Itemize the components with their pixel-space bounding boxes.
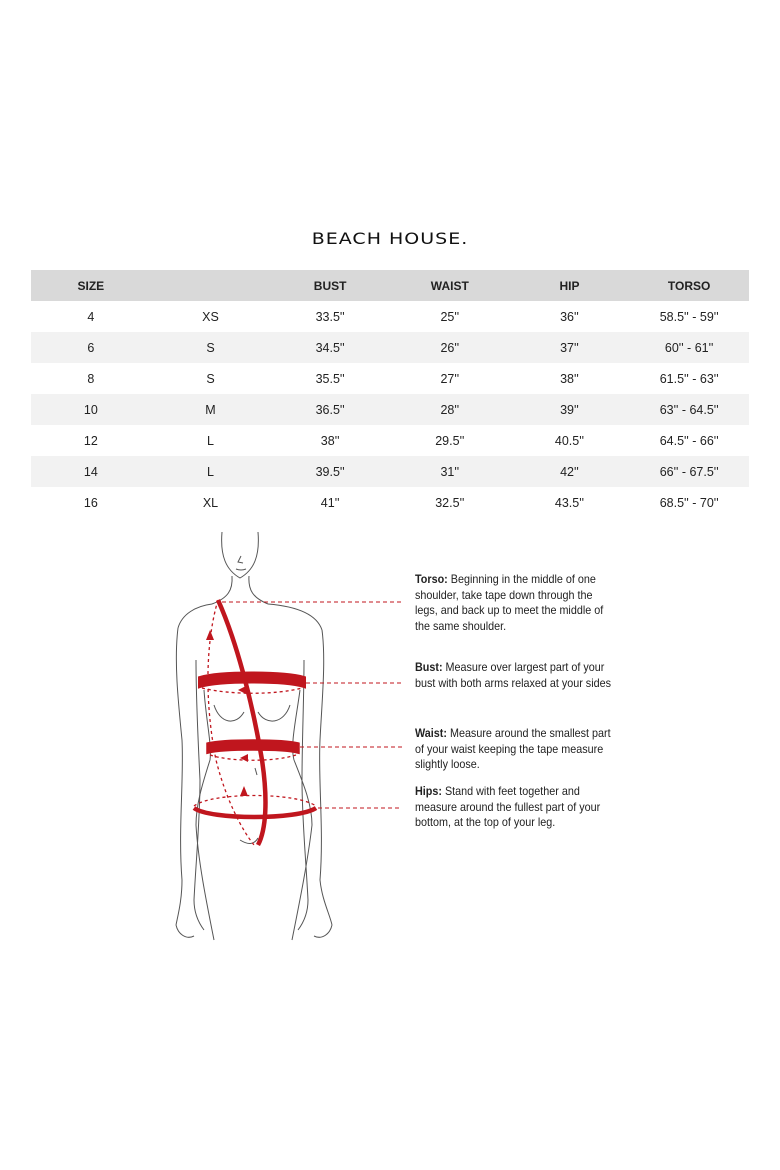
header-hip: HIP <box>559 278 580 293</box>
cell-torso: 61.5'' - 63'' <box>659 371 719 386</box>
size-chart-table <box>31 270 749 518</box>
cell-waist: 25'' <box>440 309 460 324</box>
torso-instruction <box>415 572 615 634</box>
cell-waist: 27'' <box>440 371 460 386</box>
torso-label: Torso: <box>415 573 448 586</box>
cell-torso: 63'' - 64.5'' <box>659 402 719 417</box>
cell-letter: M <box>205 402 216 417</box>
cell-size: 6 <box>87 340 95 355</box>
hips-text: Stand with feet together and measure around the fullest part of your bottom, at the top of your leg. <box>415 785 601 829</box>
cell-hip: 37'' <box>560 340 579 355</box>
cell-waist: 31'' <box>440 464 460 479</box>
cell-bust: 33.5'' <box>315 309 345 324</box>
cell-bust: 39.5'' <box>315 464 345 479</box>
cell-bust: 38'' <box>320 433 340 448</box>
header-size: SIZE <box>77 278 105 293</box>
table-row <box>31 332 749 363</box>
cell-waist: 32.5'' <box>435 495 465 510</box>
body-measurement-figure-icon <box>160 526 420 946</box>
hips-label: Hips: <box>415 785 442 798</box>
cell-letter: S <box>206 371 215 386</box>
cell-bust: 41'' <box>320 495 340 510</box>
cell-size: 4 <box>87 309 95 324</box>
cell-letter: S <box>206 340 215 355</box>
header-torso: TORSO <box>667 278 711 293</box>
bust-label: Bust: <box>415 661 443 674</box>
header-letter-size <box>151 270 271 301</box>
cell-hip: 36'' <box>560 309 579 324</box>
hips-instruction <box>415 784 615 831</box>
cell-waist: 26'' <box>440 340 460 355</box>
header-waist: WAIST <box>430 278 469 293</box>
cell-letter: XL <box>202 495 219 510</box>
cell-hip: 39'' <box>560 402 579 417</box>
cell-bust: 34.5'' <box>315 340 345 355</box>
cell-size: 10 <box>83 402 98 417</box>
torso-text: Beginning in the middle of one shoulder, take tape down through the legs, and back up to meet the middle of the same shoulder. <box>415 573 604 633</box>
table-row <box>31 487 749 518</box>
waist-instruction <box>415 726 615 773</box>
cell-hip: 43.5'' <box>554 495 584 510</box>
cell-waist: 29.5'' <box>435 433 465 448</box>
cell-bust: 36.5'' <box>315 402 345 417</box>
cell-torso: 64.5'' - 66'' <box>659 433 719 448</box>
cell-size: 16 <box>83 495 98 510</box>
cell-torso: 66'' - 67.5'' <box>659 464 719 479</box>
table-row <box>31 425 749 456</box>
waist-label: Waist: <box>415 727 447 740</box>
bust-instruction <box>415 660 615 691</box>
table-row <box>31 301 749 332</box>
cell-torso: 60'' - 61'' <box>664 340 714 355</box>
table-row <box>31 394 749 425</box>
cell-letter: XS <box>202 309 219 324</box>
cell-hip: 42'' <box>560 464 579 479</box>
cell-hip: 38'' <box>560 371 579 386</box>
table-row <box>31 456 749 487</box>
brand-logo: BEACH HOUSE. <box>311 229 469 249</box>
cell-letter: L <box>207 464 214 479</box>
waist-text: Measure around the smallest part of your waist keeping the tape measure slightly loose. <box>415 727 611 771</box>
cell-waist: 28'' <box>440 402 460 417</box>
table-row <box>31 363 749 394</box>
cell-size: 12 <box>83 433 98 448</box>
cell-bust: 35.5'' <box>315 371 345 386</box>
cell-size: 8 <box>87 371 95 386</box>
cell-letter: L <box>207 433 214 448</box>
header-bust: BUST <box>313 278 347 293</box>
cell-size: 14 <box>83 464 98 479</box>
bust-text: Measure over largest part of your bust with both arms relaxed at your sides <box>415 661 611 690</box>
table-header-row <box>31 270 749 301</box>
cell-torso: 68.5'' - 70'' <box>659 495 719 510</box>
cell-torso: 58.5'' - 59'' <box>659 309 719 324</box>
cell-hip: 40.5'' <box>554 433 584 448</box>
